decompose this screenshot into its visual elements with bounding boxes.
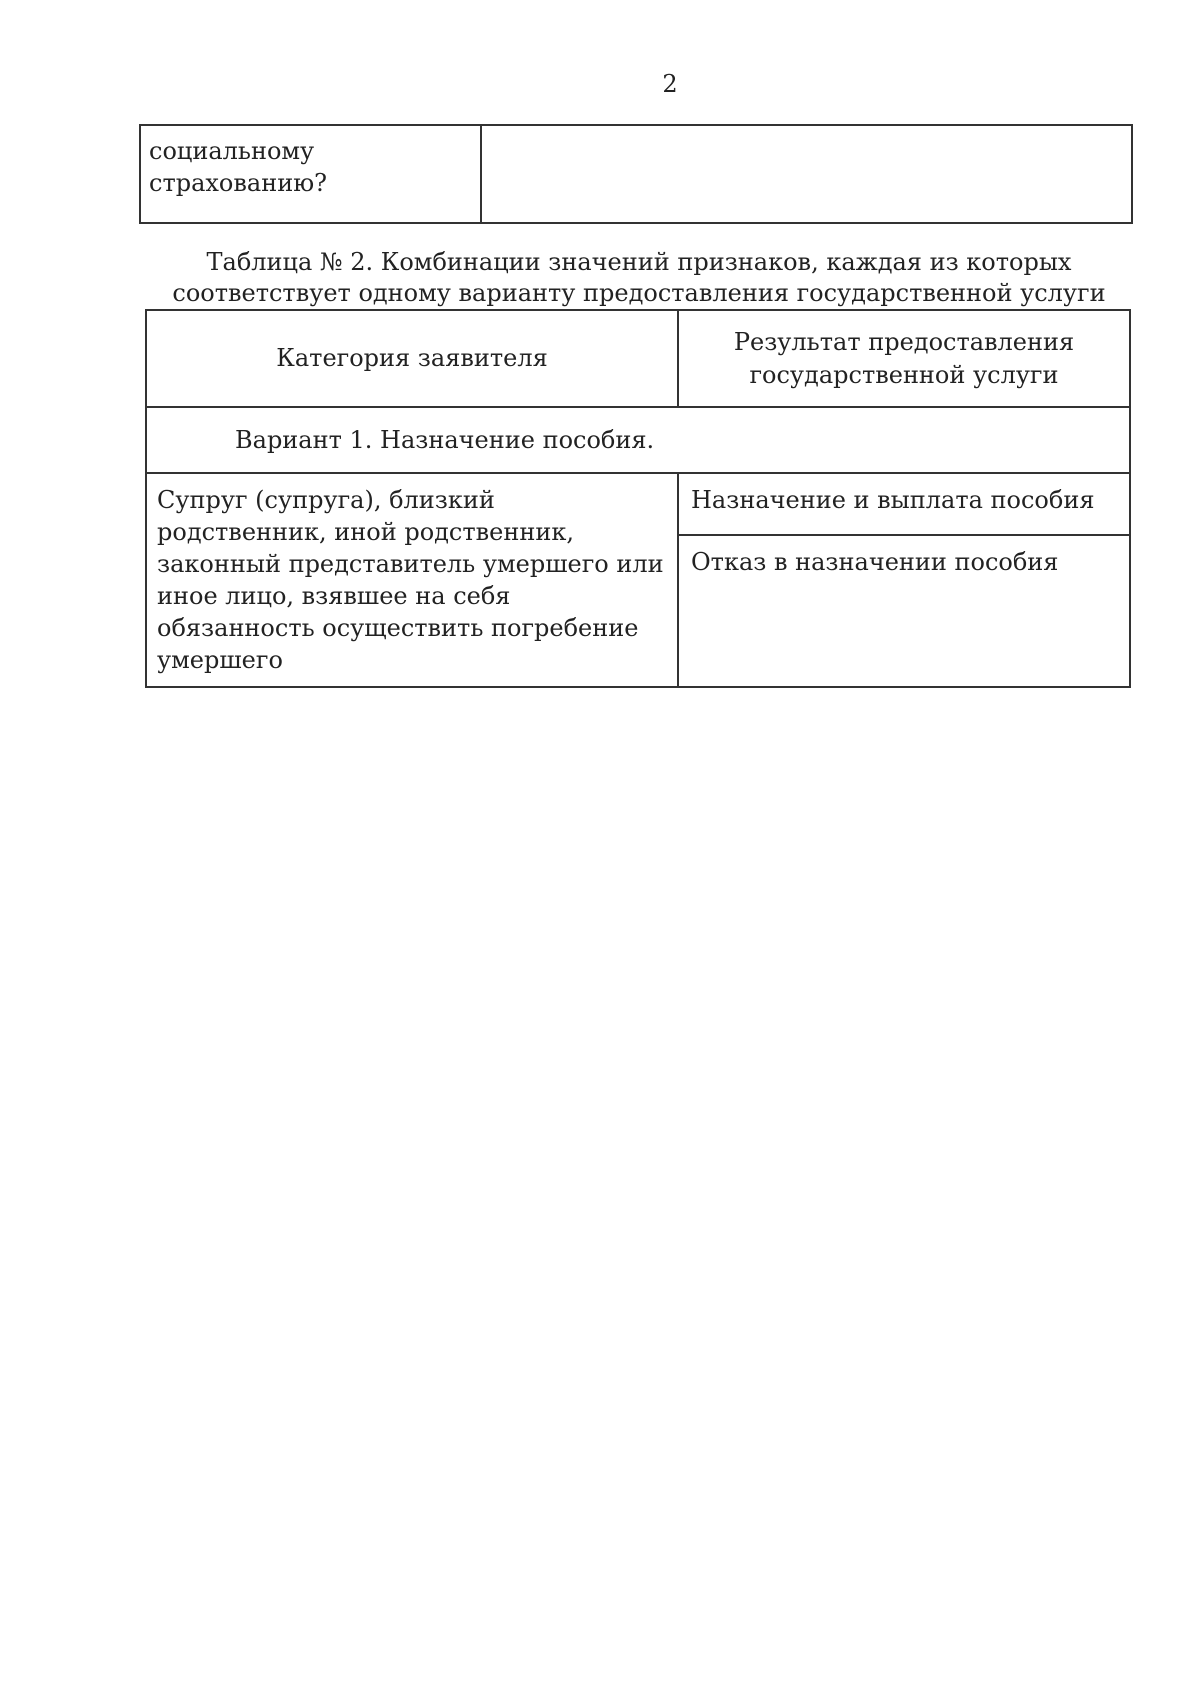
header-category: Категория заявителя xyxy=(146,310,678,407)
continuation-line-1: социальному xyxy=(149,137,315,165)
table-caption: Таблица № 2. Комбинации значений признаков, каждая из которых соответствует одному варианту предоставления государственной услуги xyxy=(172,248,1106,307)
variant-title: Вариант 1. Назначение пособия. xyxy=(146,407,1130,473)
table-row xyxy=(146,473,1130,535)
applicant-category-cell: Супруг (супруга), близкий родственник, иной родственник, законный представитель умершего или иное лицо, взявшее на себя обязанность осуществить погребение умершего xyxy=(146,473,678,687)
continuation-line-2: страхованию? xyxy=(149,169,327,198)
header-result: Результат предоставления государственной услуги xyxy=(678,310,1130,407)
header-row xyxy=(146,310,1130,407)
variants-table xyxy=(145,309,1131,688)
result-cell: Отказ в назначении пособия xyxy=(678,535,1130,687)
table-row xyxy=(140,125,1132,223)
variant-row xyxy=(146,407,1130,473)
page-number: 2 xyxy=(662,70,678,98)
continuation-left-cell xyxy=(140,125,481,223)
result-cell: Назначение и выплата пособия xyxy=(678,473,1130,535)
continuation-right-cell xyxy=(481,125,1132,223)
continuation-table xyxy=(139,124,1133,224)
